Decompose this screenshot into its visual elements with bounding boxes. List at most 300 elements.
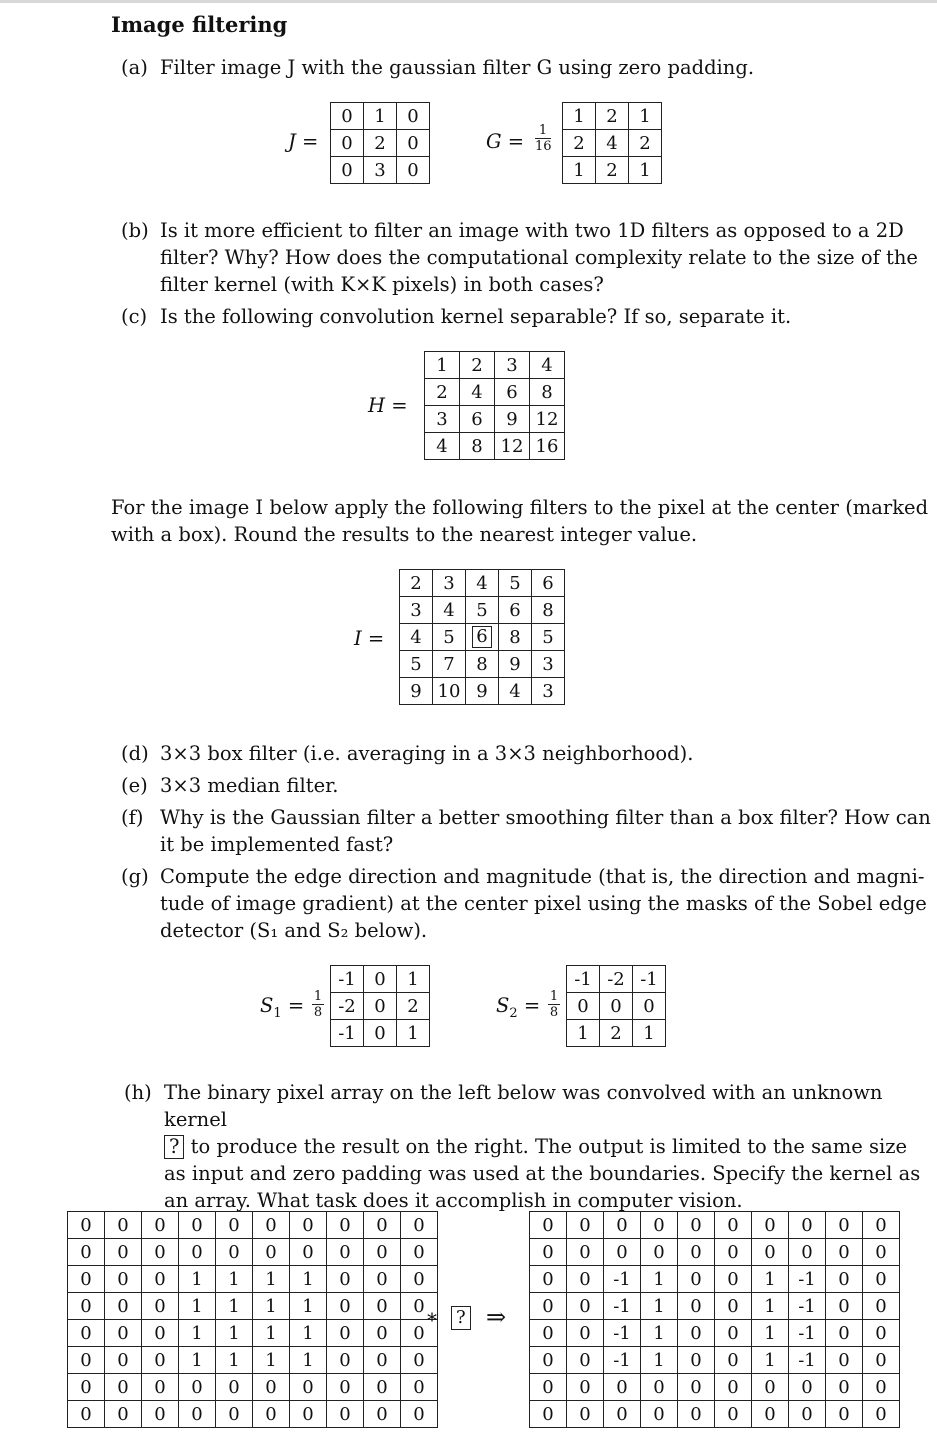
part-d-text: 3×3 box filter (i.e. averaging in a 3×3 neighborhood).	[160, 742, 694, 765]
matrix-cell: 8	[530, 379, 565, 406]
matrix-cell: 2	[397, 993, 430, 1020]
matrix-cell: 0	[678, 1401, 715, 1428]
matrix-cell: 4	[425, 433, 460, 460]
matrix-row	[400, 597, 565, 624]
s2-equals: =	[523, 994, 541, 1017]
s2-subscript: 2	[509, 1005, 518, 1021]
matrix-cell: 6	[499, 597, 532, 624]
part-a-label: (a)	[121, 56, 148, 79]
matrix-cell: -1	[789, 1320, 826, 1347]
matrix-cell: 1	[629, 103, 662, 130]
s1-frac-num: 1	[313, 989, 323, 1004]
matrix-cell: 1	[290, 1293, 327, 1320]
matrix-row	[563, 103, 662, 130]
matrix-row	[68, 1266, 438, 1293]
matrix-cell: 0	[530, 1212, 567, 1239]
center-pixel-marker: 6	[472, 626, 491, 648]
matrix-cell: 0	[68, 1374, 105, 1401]
matrix-cell: 0	[752, 1212, 789, 1239]
matrix-cell: -1	[789, 1266, 826, 1293]
matrix-cell: 5	[499, 570, 532, 597]
matrix-cell: 0	[604, 1239, 641, 1266]
matrix-row	[68, 1212, 438, 1239]
matrix-row	[68, 1374, 438, 1401]
matrix-cell: 9	[466, 678, 499, 705]
matrix-cell: 0	[179, 1212, 216, 1239]
matrix-cell: 0	[105, 1266, 142, 1293]
matrix-cell: 1	[567, 1020, 600, 1047]
matrix-cell: 1	[253, 1347, 290, 1374]
text-line-with-box	[164, 1133, 937, 1160]
matrix-cell: 0	[604, 1401, 641, 1428]
text-line: tude of image gradient) at the center pixel using the masks of the Sobel edge	[160, 892, 927, 915]
part-e-text: 3×3 median filter.	[160, 774, 339, 797]
matrix-cell: 0	[567, 1374, 604, 1401]
matrix-cell: 0	[364, 1401, 401, 1428]
matrix-cell: 0	[364, 1239, 401, 1266]
matrix-s1	[330, 965, 430, 1047]
matrix-cell: 0	[604, 1212, 641, 1239]
matrix-cell: 3	[425, 406, 460, 433]
matrix-cell: 0	[290, 1401, 327, 1428]
part-f-text	[160, 804, 931, 858]
matrix-cell: 3	[495, 352, 530, 379]
matrix-cell: 1	[752, 1320, 789, 1347]
matrix-cell: 2	[596, 157, 629, 184]
matrix-cell: 2	[425, 379, 460, 406]
matrix-cell: 1	[290, 1347, 327, 1374]
matrix-row	[68, 1293, 438, 1320]
matrix-cell: 0	[179, 1374, 216, 1401]
part-b-text	[160, 217, 918, 298]
text-line: detector (S₁ and S₂ below).	[160, 919, 428, 942]
matrix-cell: 0	[530, 1401, 567, 1428]
text-line: Compute the edge direction and magnitude (that is, the direction and magni-	[160, 865, 925, 888]
matrix-cell: 1	[364, 103, 397, 130]
matrix-cell: 0	[567, 1320, 604, 1347]
matrix-cell: 0	[331, 103, 364, 130]
matrix-cell: 0	[105, 1374, 142, 1401]
matrix-cell: 0	[401, 1401, 438, 1428]
matrix-cell: 0	[567, 1212, 604, 1239]
matrix-cell: -1	[604, 1293, 641, 1320]
g-frac-num: 1	[538, 123, 548, 138]
matrix-row	[331, 993, 430, 1020]
matrix-cell: 0	[105, 1212, 142, 1239]
h-label: H =	[368, 394, 408, 417]
part-c-label: (c)	[121, 305, 148, 328]
text-line: Why is the Gaussian filter a better smoothing filter than a box filter? How can	[160, 806, 931, 829]
matrix-cell: -1	[789, 1347, 826, 1374]
matrix-cell: 0	[789, 1401, 826, 1428]
matrix-cell: 0	[105, 1347, 142, 1374]
matrix-cell: 0	[678, 1239, 715, 1266]
matrix-row	[563, 157, 662, 184]
matrix-cell: 0	[327, 1347, 364, 1374]
matrix-cell: 0	[826, 1374, 863, 1401]
matrix-cell: 0	[105, 1320, 142, 1347]
matrix-cell: 0	[253, 1374, 290, 1401]
part-h-text	[164, 1079, 937, 1214]
g-frac-den: 16	[535, 139, 552, 154]
matrix-cell: 0	[331, 157, 364, 184]
part-d-label: (d)	[121, 742, 149, 765]
matrix-cell: 0	[789, 1374, 826, 1401]
matrix-cell: 3	[532, 651, 565, 678]
matrix-cell: 0	[789, 1239, 826, 1266]
matrix-cell: 0	[364, 1212, 401, 1239]
matrix-cell: 1	[641, 1293, 678, 1320]
matrix-cell: 0	[401, 1212, 438, 1239]
matrix-cell: 0	[290, 1374, 327, 1401]
matrix-cell: 0	[397, 103, 430, 130]
matrix-cell: 0	[364, 1320, 401, 1347]
matrix-cell: 1	[179, 1347, 216, 1374]
matrix-cell: 0	[397, 130, 430, 157]
matrix-cell: 0	[530, 1374, 567, 1401]
matrix-cell: 4	[433, 597, 466, 624]
convolution-symbol: *	[427, 1308, 437, 1332]
matrix-cell: 2	[563, 130, 596, 157]
matrix-cell: 1	[216, 1266, 253, 1293]
matrix-cell: -1	[633, 966, 666, 993]
matrix-i	[399, 569, 565, 705]
matrix-cell: 8	[466, 651, 499, 678]
matrix-cell: 4	[499, 678, 532, 705]
text-line: Is it more efficient to filter an image with two 1D filters as opposed to a 2D	[160, 219, 904, 242]
matrix-cell: 4	[530, 352, 565, 379]
matrix-cell: 0	[678, 1320, 715, 1347]
matrix-cell: 16	[530, 433, 565, 460]
matrix-cell: 0	[253, 1212, 290, 1239]
matrix-cell: 8	[460, 433, 495, 460]
matrix-cell: 1	[563, 103, 596, 130]
matrix-cell: 6	[495, 379, 530, 406]
matrix-cell: 0	[401, 1239, 438, 1266]
matrix-cell: 0	[401, 1293, 438, 1320]
matrix-cell: 9	[400, 678, 433, 705]
matrix-row	[425, 352, 565, 379]
text-line: to produce the result on the right. The output is limited to the same size	[190, 1135, 908, 1158]
matrix-cell: 0	[633, 993, 666, 1020]
matrix-s2	[566, 965, 666, 1047]
matrix-cell: 0	[530, 1347, 567, 1374]
s2-letter: S	[496, 994, 510, 1017]
matrix-cell: 8	[532, 597, 565, 624]
matrix-cell: 0	[105, 1239, 142, 1266]
matrix-cell: 3	[532, 678, 565, 705]
text-line: For the image I below apply the following filters to the pixel at the center (marked	[111, 496, 929, 519]
matrix-cell: 0	[68, 1320, 105, 1347]
matrix-cell: 5	[400, 651, 433, 678]
matrix-cell: 0	[715, 1293, 752, 1320]
s2-frac-den: 8	[549, 1005, 559, 1020]
s2-frac-num: 1	[549, 989, 559, 1004]
matrix-cell: 7	[433, 651, 466, 678]
matrix-cell: 0	[142, 1293, 179, 1320]
matrix-cell: 2	[400, 570, 433, 597]
matrix-cell: 1	[253, 1266, 290, 1293]
matrix-cell: 2	[596, 103, 629, 130]
matrix-row	[331, 103, 430, 130]
matrix-row	[68, 1239, 438, 1266]
matrix-cell: 1	[641, 1320, 678, 1347]
matrix-cell: 0	[604, 1374, 641, 1401]
matrix-cell: 1	[629, 157, 662, 184]
matrix-cell: 5	[466, 597, 499, 624]
s1-fraction	[312, 990, 324, 1019]
s1-label	[260, 994, 304, 1021]
text-line: as input and zero padding was used at the boundaries. Specify the kernel as	[164, 1162, 921, 1185]
matrix-cell: 0	[331, 130, 364, 157]
matrix-cell: 0	[68, 1266, 105, 1293]
matrix-row	[530, 1320, 900, 1347]
s1-equals: =	[287, 994, 305, 1017]
matrix-cell: 1	[563, 157, 596, 184]
matrix-cell: 0	[715, 1266, 752, 1293]
matrix-cell: 0	[105, 1293, 142, 1320]
g-fraction	[535, 124, 551, 153]
matrix-cell: 1	[641, 1266, 678, 1293]
matrix-cell: 2	[600, 1020, 633, 1047]
matrix-row	[331, 966, 430, 993]
matrix-cell: 0	[179, 1401, 216, 1428]
matrix-cell: 0	[530, 1293, 567, 1320]
matrix-cell: -1	[604, 1320, 641, 1347]
matrix-cell: 3	[400, 597, 433, 624]
image-intro-text	[111, 494, 928, 548]
matrix-cell: 0	[678, 1266, 715, 1293]
matrix-cell: 1	[752, 1293, 789, 1320]
matrix-row	[530, 1374, 900, 1401]
matrix-cell: 0	[216, 1401, 253, 1428]
matrix-cell: 0	[826, 1293, 863, 1320]
matrix-cell: 0	[68, 1212, 105, 1239]
j-label: J =	[288, 130, 319, 153]
matrix-row	[400, 570, 565, 597]
matrix-cell: 0	[863, 1293, 900, 1320]
g-label: G =	[486, 130, 525, 153]
matrix-cell: 0	[567, 1266, 604, 1293]
matrix-cell: 4	[460, 379, 495, 406]
matrix-cell: 9	[495, 406, 530, 433]
text-line: The binary pixel array on the left below was convolved with an unknown kernel	[164, 1081, 883, 1131]
matrix-cell: 0	[826, 1239, 863, 1266]
matrix-cell: 0	[863, 1401, 900, 1428]
matrix-cell: 6	[460, 406, 495, 433]
matrix-row	[400, 678, 565, 705]
matrix-cell: 6	[532, 570, 565, 597]
part-e-label: (e)	[121, 774, 148, 797]
matrix-cell: 0	[863, 1212, 900, 1239]
text-line: an array. What task does it accomplish in computer vision.	[164, 1189, 743, 1212]
matrix-cell: 10	[433, 678, 466, 705]
s1-frac-den: 8	[313, 1005, 323, 1020]
matrix-cell: 0	[863, 1266, 900, 1293]
matrix-cell: 0	[678, 1347, 715, 1374]
matrix-row	[530, 1212, 900, 1239]
matrix-row	[567, 1020, 666, 1047]
matrix-cell: 0	[641, 1374, 678, 1401]
matrix-cell: -2	[600, 966, 633, 993]
matrix-cell: 1	[425, 352, 460, 379]
matrix-cell: 5	[532, 624, 565, 651]
matrix-cell: 0	[530, 1320, 567, 1347]
text-line: it be implemented fast?	[160, 833, 394, 856]
matrix-row	[68, 1347, 438, 1374]
matrix-cell: 0	[364, 993, 397, 1020]
matrix-cell: 0	[567, 1401, 604, 1428]
unknown-kernel-box: ?	[451, 1306, 471, 1330]
matrix-cell: 9	[499, 651, 532, 678]
matrix-cell: 0	[327, 1293, 364, 1320]
binary-input-array	[67, 1211, 438, 1428]
matrix-cell: 1	[216, 1347, 253, 1374]
part-f-label: (f)	[121, 806, 144, 829]
matrix-cell: 1	[641, 1347, 678, 1374]
matrix-cell: 1	[179, 1293, 216, 1320]
matrix-cell: 0	[826, 1401, 863, 1428]
matrix-row	[567, 993, 666, 1020]
matrix-row	[331, 157, 430, 184]
text-line: with a box). Round the results to the nearest integer value.	[111, 523, 698, 546]
matrix-cell: 0	[364, 1374, 401, 1401]
matrix-cell: 0	[142, 1320, 179, 1347]
matrix-cell: -1	[331, 1020, 364, 1047]
matrix-cell: 1	[397, 966, 430, 993]
matrix-cell: 0	[142, 1239, 179, 1266]
matrix-cell: 0	[715, 1374, 752, 1401]
matrix-cell: 0	[567, 1347, 604, 1374]
matrix-cell: 0	[327, 1320, 364, 1347]
matrix-cell: 0	[142, 1266, 179, 1293]
matrix-cell: 0	[142, 1347, 179, 1374]
matrix-cell: 1	[216, 1320, 253, 1347]
matrix-cell: 2	[629, 130, 662, 157]
matrix-h	[424, 351, 565, 460]
matrix-j	[330, 102, 430, 184]
matrix-cell: 0	[826, 1320, 863, 1347]
matrix-cell: 0	[290, 1212, 327, 1239]
matrix-cell: 0	[863, 1347, 900, 1374]
part-g-label: (g)	[121, 865, 149, 888]
matrix-cell: 4	[400, 624, 433, 651]
unknown-kernel-operand	[451, 1306, 471, 1330]
matrix-cell: 0	[752, 1239, 789, 1266]
matrix-cell: 0	[290, 1239, 327, 1266]
matrix-cell: 0	[216, 1374, 253, 1401]
matrix-cell: 0	[826, 1266, 863, 1293]
matrix-cell: 0	[715, 1320, 752, 1347]
matrix-cell: 2	[364, 130, 397, 157]
matrix-row	[425, 406, 565, 433]
matrix-cell: 0	[789, 1212, 826, 1239]
matrix-cell: 3	[433, 570, 466, 597]
convolved-output-array	[529, 1211, 900, 1428]
matrix-cell: 12	[530, 406, 565, 433]
matrix-cell: 0	[567, 1239, 604, 1266]
matrix-cell: 1	[633, 1020, 666, 1047]
matrix-cell: 4	[596, 130, 629, 157]
part-a-text: Filter image J with the gaussian filter G using zero padding.	[160, 56, 755, 79]
matrix-cell: 0	[179, 1239, 216, 1266]
matrix-row	[331, 130, 430, 157]
matrix-cell	[466, 624, 499, 651]
matrix-cell: 0	[530, 1239, 567, 1266]
matrix-cell: 0	[826, 1212, 863, 1239]
matrix-cell: 0	[752, 1374, 789, 1401]
matrix-cell: 0	[752, 1401, 789, 1428]
matrix-cell: 0	[364, 1293, 401, 1320]
implies-arrow: ⇒	[486, 1303, 507, 1331]
matrix-cell: 0	[142, 1212, 179, 1239]
matrix-cell: -1	[567, 966, 600, 993]
matrix-cell: 0	[68, 1239, 105, 1266]
matrix-cell: 0	[142, 1374, 179, 1401]
matrix-cell: 4	[466, 570, 499, 597]
i-label: I =	[354, 627, 385, 650]
matrix-cell: 0	[105, 1401, 142, 1428]
text-line: filter kernel (with K×K pixels) in both cases?	[160, 273, 604, 296]
part-b-label: (b)	[121, 219, 149, 242]
matrix-cell: 1	[752, 1347, 789, 1374]
matrix-cell: 8	[499, 624, 532, 651]
matrix-row	[425, 433, 565, 460]
matrix-cell: 0	[68, 1293, 105, 1320]
matrix-cell: 0	[863, 1239, 900, 1266]
part-c-text: Is the following convolution kernel separable? If so, separate it.	[160, 305, 792, 328]
matrix-cell: 12	[495, 433, 530, 460]
matrix-cell: -1	[604, 1266, 641, 1293]
s2-label	[496, 994, 540, 1021]
matrix-cell: 1	[290, 1320, 327, 1347]
matrix-cell: 1	[253, 1320, 290, 1347]
matrix-cell: 0	[530, 1266, 567, 1293]
matrix-cell: -1	[789, 1293, 826, 1320]
matrix-cell: 0	[641, 1212, 678, 1239]
matrix-cell: 0	[397, 157, 430, 184]
matrix-cell: 1	[290, 1266, 327, 1293]
matrix-cell: 0	[364, 1347, 401, 1374]
matrix-cell: 0	[327, 1239, 364, 1266]
matrix-row	[400, 624, 565, 651]
matrix-row	[530, 1293, 900, 1320]
matrix-cell: -1	[604, 1347, 641, 1374]
matrix-row	[530, 1401, 900, 1428]
matrix-row	[68, 1320, 438, 1347]
matrix-cell: 0	[641, 1401, 678, 1428]
matrix-row	[400, 651, 565, 678]
matrix-cell: 0	[327, 1374, 364, 1401]
matrix-cell: 0	[600, 993, 633, 1020]
unknown-kernel-box: ?	[164, 1135, 184, 1159]
matrix-row	[530, 1266, 900, 1293]
matrix-cell: 3	[364, 157, 397, 184]
matrix-cell: -1	[331, 966, 364, 993]
matrix-cell: 1	[397, 1020, 430, 1047]
matrix-cell: 0	[401, 1347, 438, 1374]
matrix-cell: 0	[715, 1401, 752, 1428]
part-h-label: (h)	[124, 1081, 152, 1104]
matrix-cell: 0	[863, 1374, 900, 1401]
matrix-cell: 0	[641, 1239, 678, 1266]
matrix-cell: 0	[715, 1239, 752, 1266]
s1-letter: S	[260, 994, 274, 1017]
matrix-row	[567, 966, 666, 993]
matrix-cell: 0	[364, 1266, 401, 1293]
matrix-cell: 0	[567, 993, 600, 1020]
matrix-cell: 0	[401, 1266, 438, 1293]
